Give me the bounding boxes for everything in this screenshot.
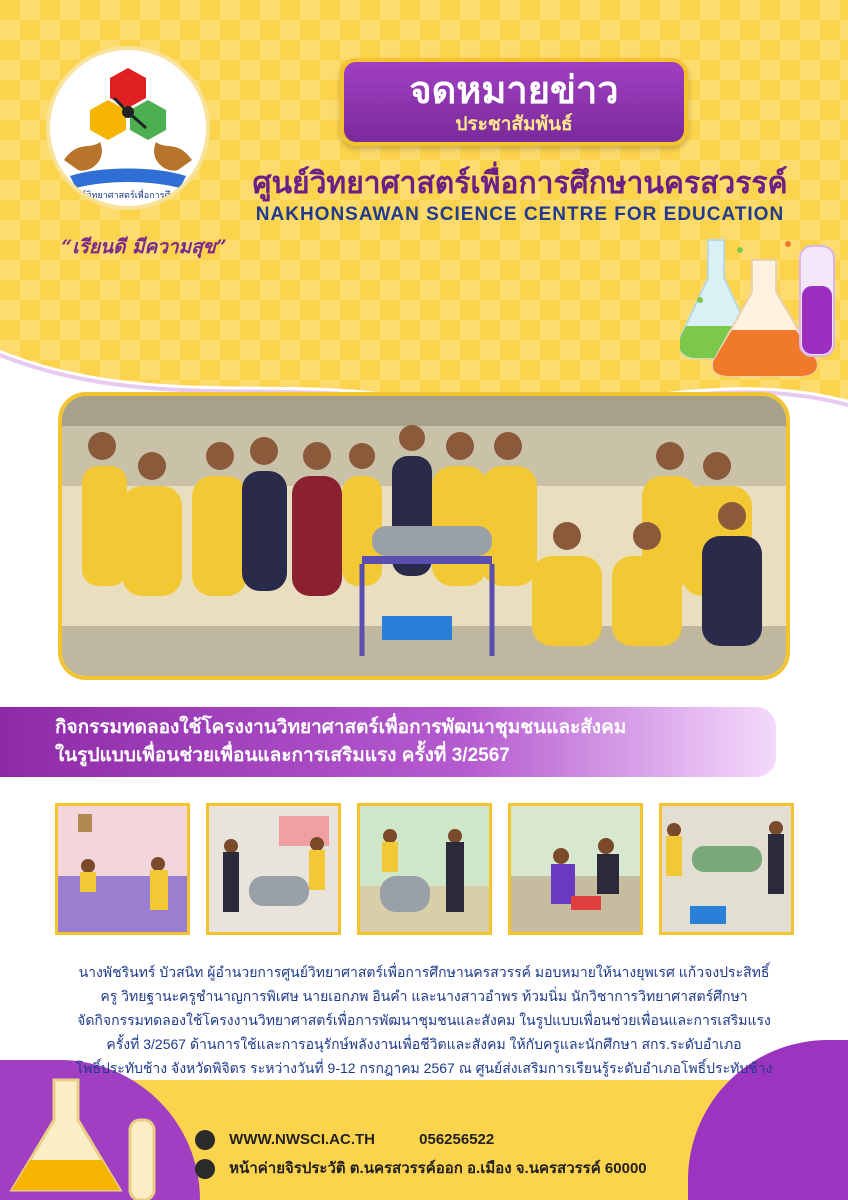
activity-title-line2: ในรูปแบบเพื่อนช่วยเพื่อนและการเสริมแรง ครั้งที่ 3/2567 [55, 745, 510, 766]
thumbnail-photo [55, 803, 190, 935]
group-photo-illustration [62, 396, 786, 676]
body-line: ครู วิทยฐานะครูชำนาญการพิเศษ นายเอกภพ อินคำ และนางสาวอำพร ท้วมนิ่ม นักวิชาการวิทยาศาสตร์ศึกษา [100, 988, 748, 1004]
globe-icon [195, 1130, 215, 1150]
address-text: หน้าค่ายจิรประวัติ ต.นครสวรรค์ออก อ.เมือง จ.นครสวรรค์ 60000 [229, 1160, 647, 1178]
location-pin-icon [195, 1159, 215, 1179]
slogan: “เรียนดี มีความสุข” [61, 236, 227, 258]
lab-flasks-icon [680, 230, 840, 380]
logo-caption-text: ศูนย์วิทยาศาสตร์เพื่อการศึกษา [69, 191, 187, 201]
centre-name-english: NAKHONSAWAN SCIENCE CENTRE FOR EDUCATION [255, 204, 785, 225]
banner-title: จดหมายข่าว [409, 70, 619, 112]
newsletter-banner [340, 58, 688, 146]
thumbnail-photo [659, 803, 794, 935]
body-line: จัดกิจกรรมทดลองใช้โครงงานวิทยาศาสตร์เพื่อการพัฒนาชุมชนและสังคม ในรูปแบบเพื่อนช่วยเพื่อนและการเสริมแรง [77, 1012, 771, 1028]
thumbnail-photo [206, 803, 341, 935]
activity-title-line1: กิจกรรมทดลองใช้โครงงานวิทยาศาสตร์เพื่อการพัฒนาชุมชนและสังคม [55, 717, 627, 738]
phone-number: 056256522 [419, 1131, 495, 1149]
photo-thumbnails [55, 803, 795, 935]
molecule-logo-icon [50, 50, 206, 206]
footer-website-row [195, 1127, 675, 1153]
footer-address-row [195, 1156, 675, 1182]
body-line: นางพัชรินทร์ บัวสนิท ผู้อำนวยการศูนย์วิทยาศาสตร์เพื่อการศึกษานครสวรรค์ มอบหมายให้นางยุพเรศ แก้วจงประสิทธิ์ [78, 964, 770, 980]
body-line: โพธิ์ประทับช้าง จังหวัดพิจิตร ระหว่างวันที่ 9-12 กรกฎาคม 2567 ณ ศูนย์ส่งเสริมการเรียนรู้ระดับอำเภอโพธิ์ประทับช้าง [75, 1060, 773, 1076]
main-group-photo [58, 392, 790, 680]
body-line: ครั้งที่ 3/2567 ด้านการใช้และการอนุรักษ์พลังงานเพื่อชีวิตและสังคม ให้กับครูและนักศึกษา สกร.ระดับอำเภอ [106, 1036, 742, 1052]
centre-logo [46, 46, 210, 210]
banner-subtitle: ประชาสัมพันธ์ [455, 114, 573, 135]
footer-flask-icon [0, 1010, 200, 1200]
activity-title-bar [0, 707, 776, 777]
thumbnail-photo [357, 803, 492, 935]
centre-name-thai: ศูนย์วิทยาศาสตร์เพื่อการศึกษานครสวรรค์ [252, 167, 788, 200]
thumbnail-photo [508, 803, 643, 935]
website-link[interactable]: WWW.NWSCI.AC.TH [229, 1131, 375, 1149]
